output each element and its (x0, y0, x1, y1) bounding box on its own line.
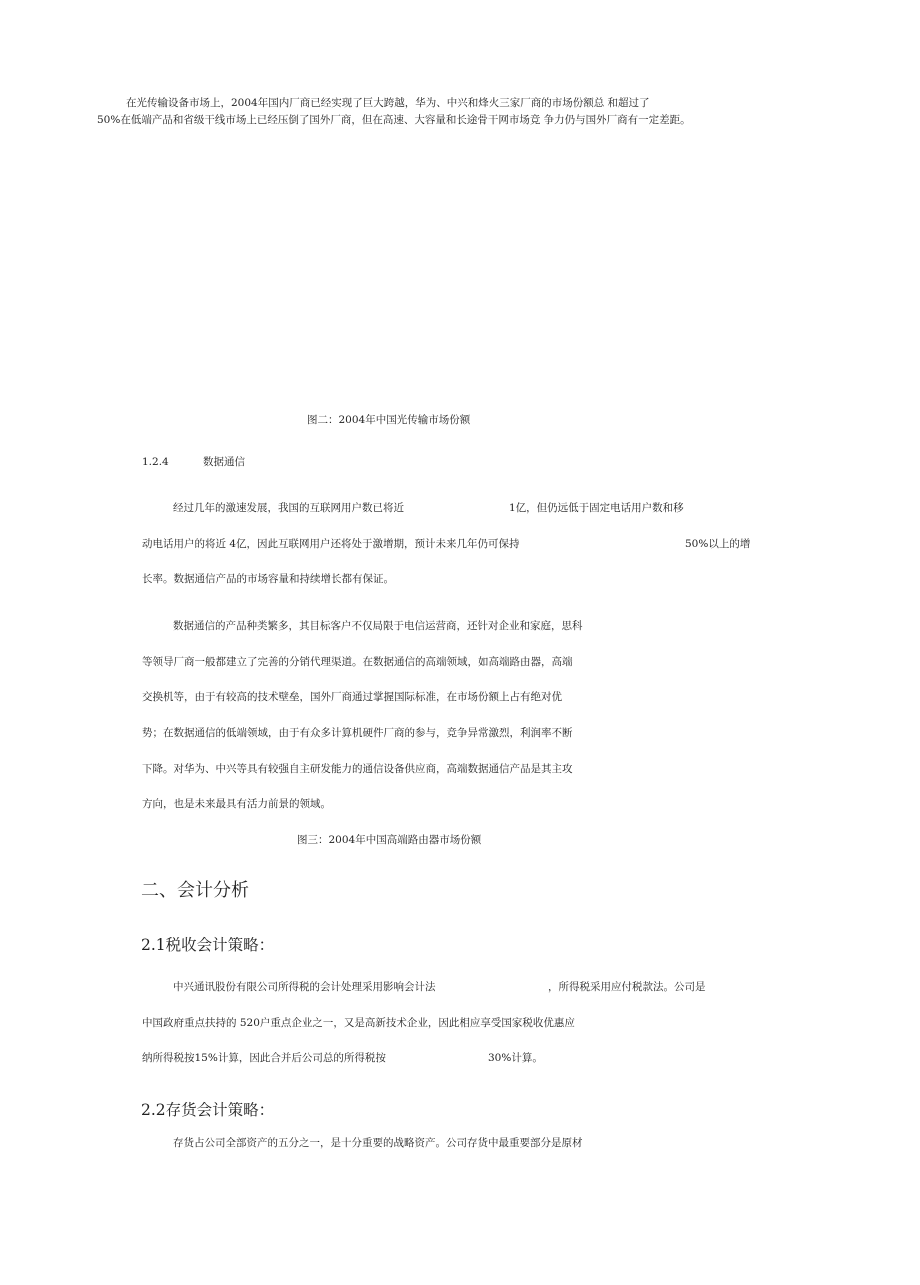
section-2-1-line-3b: 30%计算。 (488, 1052, 543, 1064)
section-2-1-line-3a: 纳所得税按15%计算，因此合并后公司总的所得税按 (142, 1052, 386, 1064)
para2-line-4: 势；在数据通信的低端领域，由于有众多计算机硬件厂商的参与，竞争异常激烈，利润率不断 (142, 727, 573, 739)
section-title: 数据通信 (203, 456, 245, 468)
section-2-1-line-2: 中国政府重点扶持的 520户重点企业之一，又是高新技术企业，因此相应享受国家税收优惠应 (142, 1017, 575, 1029)
para2-line-5: 下降。对华为、中兴等具有较强自主研发能力的通信设备供应商，高端数据通信产品是其主攻 (142, 763, 573, 775)
section-2-1-line-1b: ，所得税采用应付税款法。公司是 (548, 981, 706, 993)
para2-line-2: 等领导厂商一般都建立了完善的分销代理渠道。在数据通信的高端领域，如高端路由器，高端 (142, 656, 573, 668)
intro-line-1: 在光传输设备市场上，2004年国内厂商已经实现了巨大跨越，华为、中兴和烽火三家厂商的市场份额总 和超过了 (126, 97, 650, 109)
figure-3-caption: 图三：2004年中国高端路由器市场份额 (297, 834, 482, 846)
para1-line-1a: 经过几年的激速发展，我国的互联网用户数已将近 (173, 502, 404, 514)
para2-line-3: 交换机等，由于有较高的技术壁垒，国外厂商通过掌握国际标准，在市场份额上占有绝对优 (142, 691, 562, 703)
section-2-1-line-1a: 中兴通讯股份有限公司所得税的会计处理采用影响会计法 (173, 981, 436, 993)
section-2-2-heading: 2.2存货会计策略： (141, 1101, 275, 1119)
para1-line-2a: 动电话用户的将近 4亿，因此互联网用户还将处于激增期，预计未来几年仍可保持 (142, 538, 520, 550)
para1-line-3: 长率。数据通信产品的市场容量和持续增长都有保证。 (142, 573, 394, 585)
para2-line-1: 数据通信的产品种类繁多，其目标客户不仅局限于电信运营商，还针对企业和家庭，思科 (173, 620, 583, 632)
figure-2-caption: 图二：2004年中国光传输市场份额 (307, 414, 471, 426)
para1-line-2b: 50%以上的增 (685, 538, 751, 550)
figure-2-area (140, 140, 780, 390)
para2-line-6: 方向，也是未来最具有活力前景的领域。 (142, 798, 331, 810)
section-2-1-heading: 2.1税收会计策略： (141, 936, 275, 954)
section-2-2-line-1: 存货占公司全部资产的五分之一，是十分重要的战略资产。公司存货中最重要部分是原材 (173, 1137, 583, 1149)
section-number: 1.2.4 (142, 456, 169, 468)
intro-line-2: 50%在低端产品和省级干线市场上已经压倒了国外厂商，但在高速、大容量和长途骨干网市场竞 争力仍与国外厂商有一定差距。 (97, 114, 691, 126)
para1-line-1b: 1亿，但仍远低于固定电话用户数和移 (509, 502, 684, 514)
section-2-heading: 二、会计分析 (141, 880, 249, 901)
